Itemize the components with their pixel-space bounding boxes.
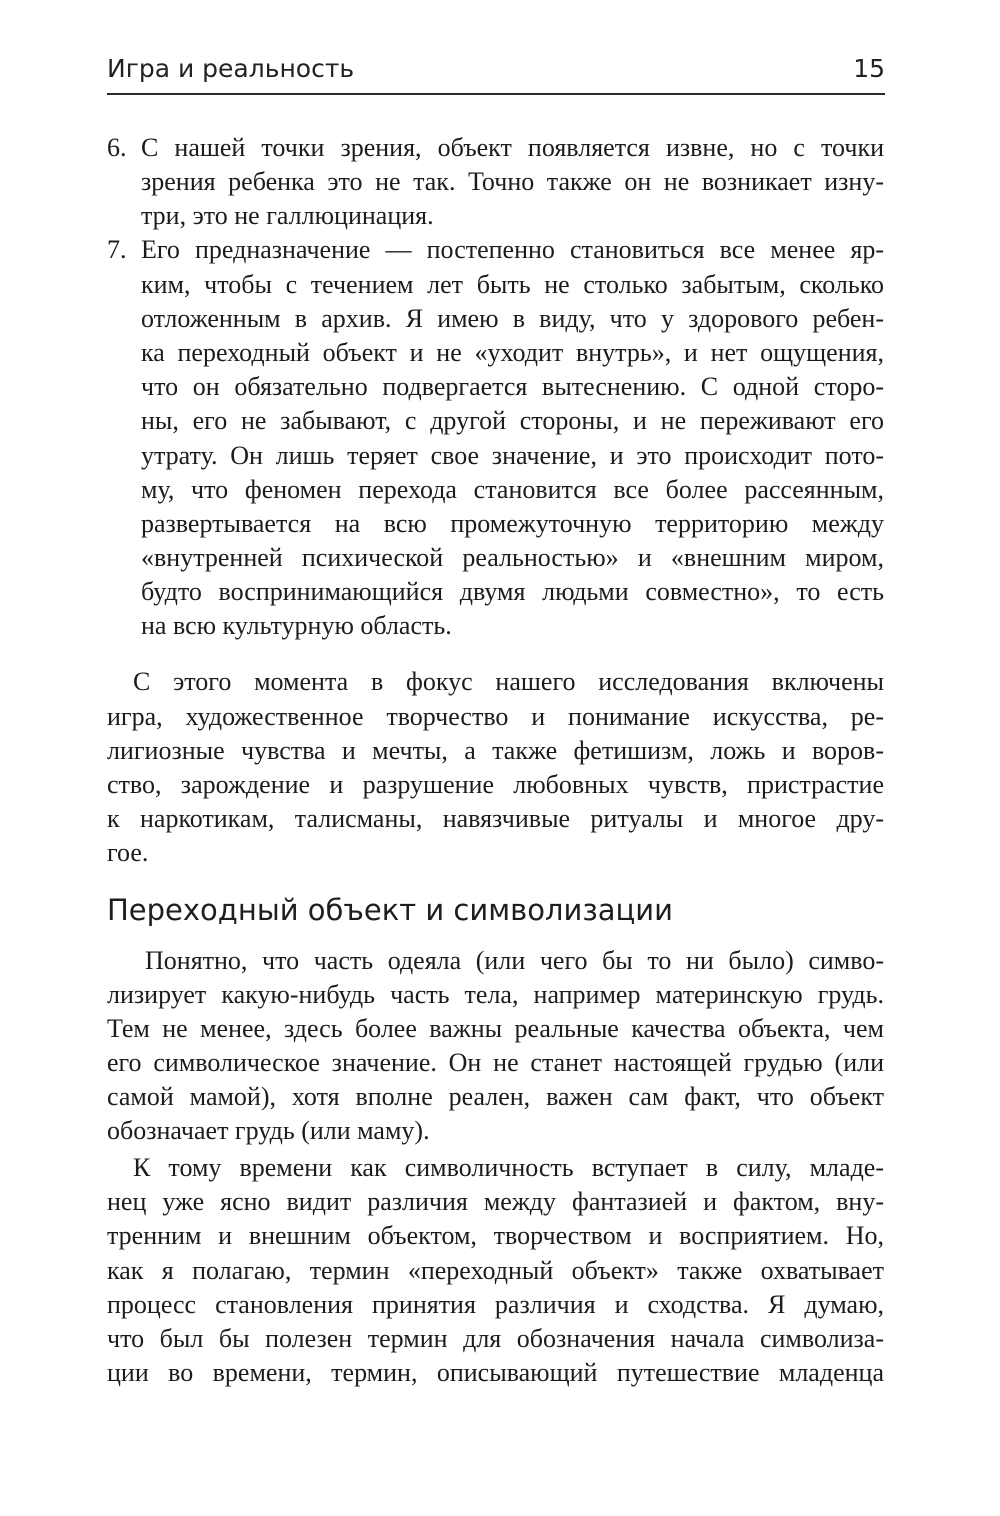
text-line: что он обязательно подвергается вытеснению. С одной сторо- xyxy=(141,372,884,401)
page-number: 15 xyxy=(853,54,885,83)
text-line: ким, чтобы с течением лет быть не столько забытым, сколько xyxy=(141,270,884,299)
text-line: С этого момента в фокус нашего исследования включены xyxy=(133,667,884,696)
text-line: нец уже ясно видит различия между фантазией и фактом, вну- xyxy=(107,1187,884,1216)
running-head-title: Игра и реальность xyxy=(107,54,355,83)
text-line: его символическое значение. Он не станет настоящей грудью (или xyxy=(107,1048,884,1077)
text-line: «внутренней психической реальностью» и «внешним миром, xyxy=(141,543,884,572)
text-line: игра, художественное творчество и понимание искусства, ре- xyxy=(107,702,884,731)
text-line: на всю культурную область. xyxy=(141,611,452,640)
text-line: ны, его не забывают, с другой стороны, и не переживают его xyxy=(141,406,884,435)
text-line: что был бы полезен термин для обозначения начала символиза- xyxy=(107,1324,884,1353)
text-line: ции во времени, термин, описывающий путешествие младенца xyxy=(107,1358,884,1387)
text-line: к наркотикам, талисманы, навязчивые ритуалы и многое дру- xyxy=(107,804,884,833)
text-line: зрения ребенка это не так. Точно также он не возникает изну- xyxy=(141,167,884,196)
text-line: как я полагаю, термин «переходный объект» также охватывает xyxy=(107,1256,884,1285)
text-line: развертывается на всю промежуточную территорию между xyxy=(141,509,884,538)
list-item-number: 7. xyxy=(107,235,127,264)
text-line: Его предназначение — постепенно становиться все менее яр- xyxy=(141,235,884,264)
text-line: К тому времени как символичность вступает в силу, младе- xyxy=(133,1153,884,1182)
text-line: ка переходный объект и не «уходит внутрь», и нет ощущения, xyxy=(141,338,884,367)
text-line: утрату. Он лишь теряет свое значение, и это происходит пото- xyxy=(141,441,884,470)
text-line: будто воспринимающийся двумя людьми совместно», то есть xyxy=(141,577,884,606)
text-line: отложенным в архив. Я имею в виду, что у здорового ребен- xyxy=(141,304,884,333)
text-line: гое. xyxy=(107,838,149,867)
text-line: процесс становления принятия различия и сходства. Я думаю, xyxy=(107,1290,884,1319)
running-head xyxy=(107,52,885,92)
text-line: обозначает грудь (или маму). xyxy=(107,1116,430,1145)
text-line: ство, зарождение и разрушение любовных чувств, пристрастие xyxy=(107,770,884,799)
text-line: Тем не менее, здесь более важны реальные качества объекта, чем xyxy=(107,1014,884,1043)
text-line: три, это не галлюцинация. xyxy=(141,201,434,230)
text-line: Понятно, что часть одеяла (или чего бы то ни было) симво- xyxy=(145,946,884,975)
text-line: лигиозные чувства и мечты, а также фетишизм, ложь и воров- xyxy=(107,736,884,765)
text-line: самой мамой), хотя вполне реален, важен сам факт, что объект xyxy=(107,1082,884,1111)
text-line: лизирует какую-нибудь часть тела, например материнскую грудь. xyxy=(107,980,884,1009)
text-line: му, что феномен перехода становится все более рассеянным, xyxy=(141,475,884,504)
list-item-number: 6. xyxy=(107,133,127,162)
text-line: тренним и внешним объектом, творчеством и восприятием. Но, xyxy=(107,1221,884,1250)
header-rule xyxy=(107,93,885,95)
text-line: С нашей точки зрения, объект появляется извне, но с точки xyxy=(141,133,884,162)
section-heading: Переходный объект и символизации xyxy=(107,893,673,927)
